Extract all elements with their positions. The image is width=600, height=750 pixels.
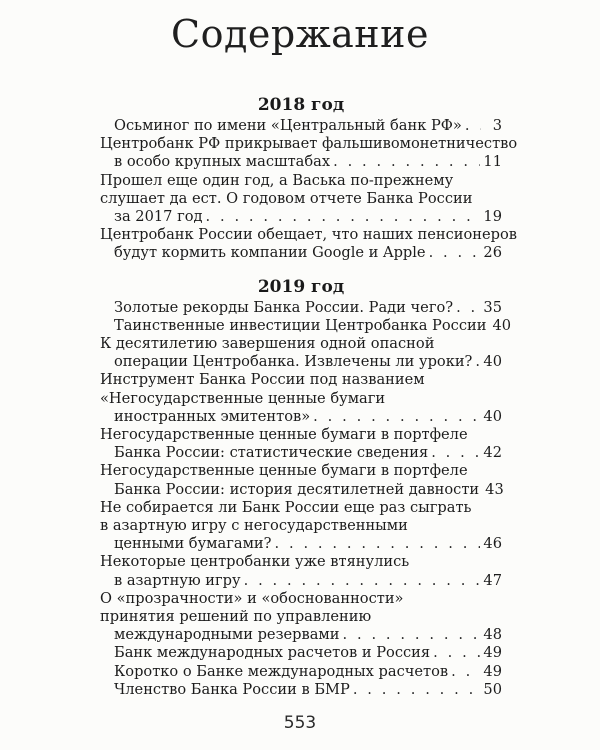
entry-title-line: Негосударственные ценные бумаги в портфеле: [100, 426, 468, 444]
entry-title-line: Не собирается ли Банк России еще раз сыграть: [100, 498, 472, 516]
toc-entry: [100, 135, 518, 171]
leader-dots: [451, 663, 480, 681]
entry-title: Осьминог по имени «Центральный банк РФ»: [114, 117, 462, 134]
entry-title-line: Негосударственные ценные бумаги в портфеле: [100, 462, 468, 480]
entry-title-line: международными резервами: [114, 626, 340, 644]
page-ref: 47: [483, 571, 502, 589]
page-ref: 40: [492, 316, 512, 334]
entry-title-line: К десятилетию завершения одной опасной: [100, 335, 435, 353]
page-ref: 49: [483, 644, 502, 662]
entry-title: Членство Банка России в БМР: [114, 680, 350, 698]
toc-entry: [100, 644, 502, 662]
entry-title-line: в азартную игру с негосударственными: [100, 517, 408, 535]
entry-title-line: Центробанк России обещает, что наших пенсионеров: [100, 226, 517, 244]
entry-title: Банк международных расчетов и Россия: [114, 644, 431, 662]
leader-dots: [274, 535, 480, 553]
toc-entry: [100, 335, 502, 371]
leader-dots: [431, 444, 480, 462]
entry-title-line: Инструмент Банка России под названием: [100, 371, 425, 389]
page-ref: 11: [483, 153, 502, 171]
toc-entry: [100, 226, 517, 262]
leader-dots: [206, 208, 481, 226]
page-ref: 3: [492, 117, 502, 134]
toc-entry: [100, 681, 502, 699]
entry-title-line: Банка России: статистические сведения: [114, 444, 429, 462]
toc-entry: [100, 553, 502, 589]
leader-dots: [244, 572, 481, 590]
toc-entry: [100, 371, 502, 426]
leader-dots: [343, 626, 481, 644]
page-ref: 43: [485, 480, 504, 498]
page-ref: 50: [483, 680, 502, 698]
section-heading-2018: 2018 год: [257, 95, 345, 115]
entry-title: Таинственные инвестиции Центробанка России: [114, 316, 487, 334]
toc-entry: [100, 172, 502, 227]
toc-entry: [100, 426, 502, 462]
page-ref: 46: [483, 535, 502, 553]
entry-title-line: в особо крупных масштабах: [114, 153, 331, 171]
entry-title-line: иностранных эмитентов»: [114, 407, 311, 425]
entry-title-line: Некоторые центробанки уже втянулись: [100, 553, 410, 571]
entry-title-line: будут кормить компании Google и Apple: [114, 244, 426, 262]
page-ref: 40: [483, 407, 502, 425]
page-number: 553: [283, 713, 317, 733]
entry-title-line: за 2017 год: [114, 208, 203, 226]
toc-entry: [100, 499, 502, 554]
entry-title-line: операции Центробанка. Извлечены ли уроки?: [114, 353, 473, 371]
toc-entry: [100, 462, 502, 498]
leader-dots: [433, 644, 480, 662]
leader-dots: [456, 299, 480, 317]
entry-title-line: Прошел еще один год, а Васька по-прежнему: [100, 171, 454, 189]
section-heading-2019: 2019 год: [257, 276, 345, 297]
page-ref: 49: [483, 662, 502, 680]
toc-entry: [100, 117, 502, 135]
entry-title: Золотые рекорды Банка России. Ради чего?: [114, 298, 454, 316]
leader-dots: [313, 408, 480, 426]
toc-entry: [100, 299, 502, 317]
leader-dots: [353, 681, 481, 699]
entry-title-line: О «прозрачности» и «обоснованности»: [100, 589, 404, 607]
entry-title-line: слушает да ест. О годовом отчете Банка России: [100, 189, 473, 207]
entry-title-line: «Негосударственные ценные бумаги: [100, 389, 386, 407]
page-ref: 40: [483, 353, 502, 371]
page-ref: 42: [483, 444, 502, 462]
toc-entry: [100, 663, 502, 681]
entry-title: Коротко о Банке международных расчетов: [114, 662, 449, 680]
page-ref: 26: [483, 244, 502, 262]
page-ref: 19: [483, 208, 502, 226]
leader-dots: [465, 117, 481, 135]
page-ref: 35: [483, 298, 502, 316]
leader-dots: [429, 244, 481, 262]
entry-title-line: Центробанк РФ прикрывает фальшивомонетничество: [100, 135, 518, 153]
entry-title-line: принятия решений по управлению: [100, 608, 372, 626]
toc-entry: [100, 316, 512, 335]
page-ref: 48: [483, 626, 502, 644]
leader-dots: [475, 353, 480, 371]
toc-entry: [100, 590, 502, 645]
entry-title-line: ценными бумагами?: [114, 535, 272, 553]
entry-title-line: в азартную игру: [114, 571, 241, 589]
page-title: Содержание: [171, 12, 429, 56]
entry-title-line: Банка России: история десятилетней давности: [114, 480, 480, 498]
leader-dots: [333, 153, 480, 171]
table-of-contents: [100, 95, 518, 699]
